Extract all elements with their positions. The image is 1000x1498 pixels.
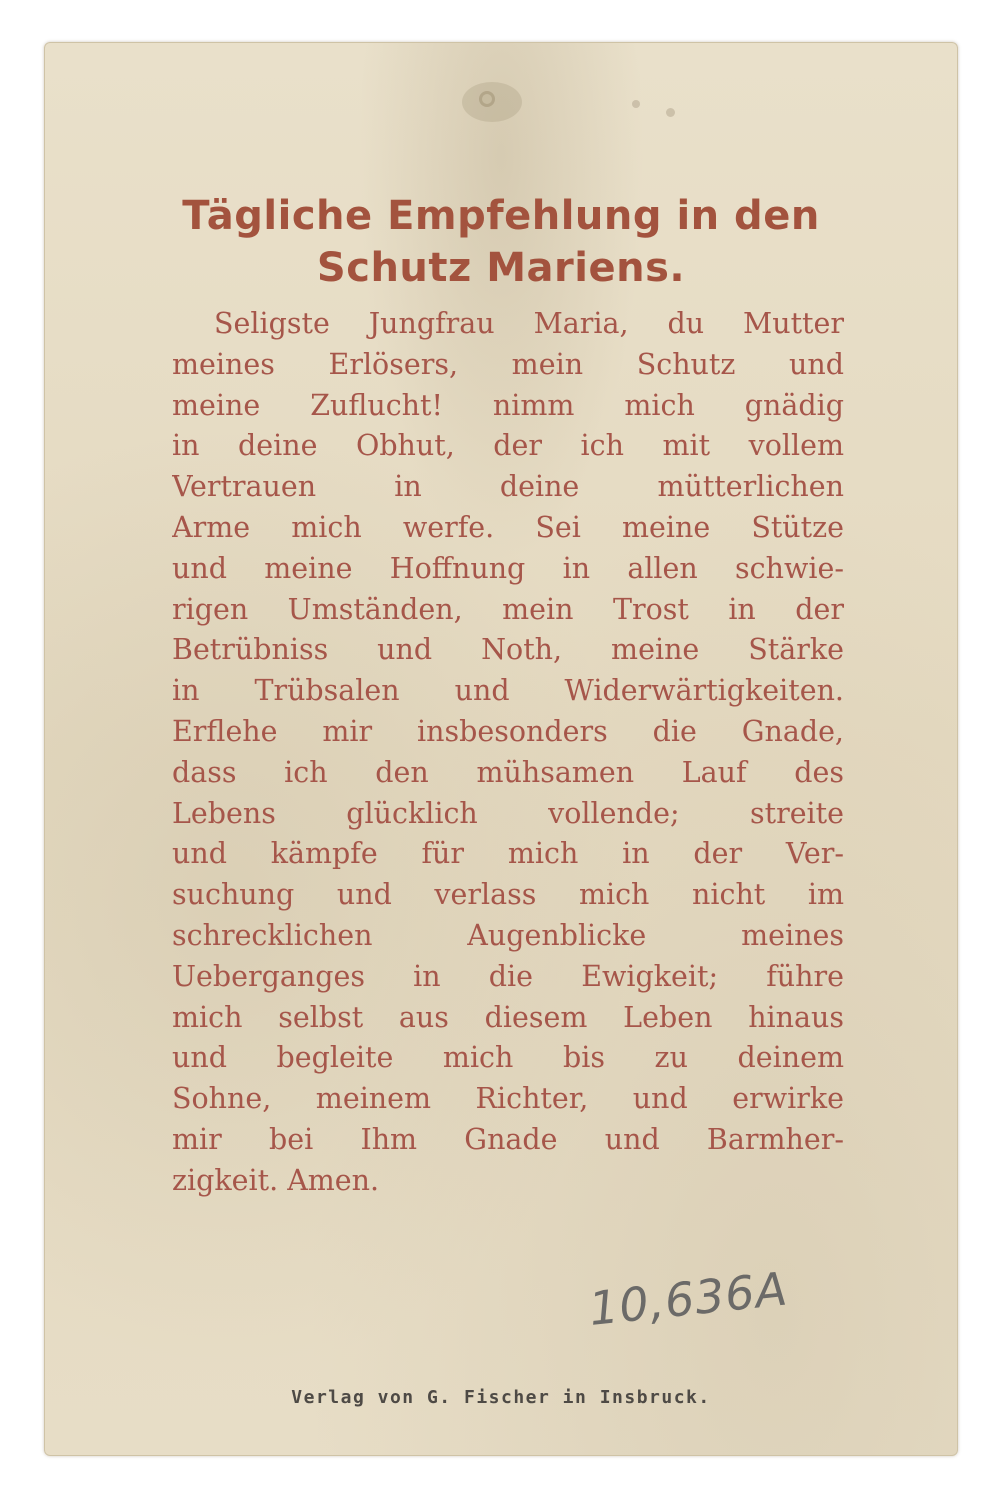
prayer-line: Erflehe mir insbesonders die Gnade, (172, 714, 844, 748)
prayer-title-line: Tägliche Empfehlung in den (182, 193, 820, 239)
prayer-line: mich selbst aus diesem Leben hinaus (172, 1000, 844, 1034)
prayer-line: und meine Hoffnung in allen schwie- (172, 551, 844, 585)
prayer-line: Seligste Jungfrau Maria, du Mutter (214, 307, 844, 340)
prayer-line: in Trübsalen und Widerwärtigkeiten. (172, 674, 844, 708)
prayer-line: dass ich den mühsamen Lauf des (172, 755, 844, 789)
handwritten-catalog-number: 10,636A (586, 1261, 791, 1336)
prayer-line: Lebens glücklich vollende; streite (172, 796, 844, 830)
prayer-line: schrecklichen Augenblicke meines (172, 918, 844, 952)
prayer-title-line: Schutz Mariens. (316, 245, 686, 291)
prayer-line: und kämpfe für mich in der Ver- (172, 837, 844, 871)
card-paper (44, 42, 958, 1456)
prayer-title (44, 190, 958, 294)
prayer-line: in deine Obhut, der ich mit vollem (172, 429, 844, 463)
prayer-line: Arme mich werfe. Sei meine Stütze (172, 510, 844, 544)
prayer-text (172, 304, 844, 1202)
prayer-line: und begleite mich bis zu deinem (172, 1041, 844, 1075)
prayer-line: rigen Umständen, mein Trost in der (172, 592, 844, 626)
prayer-line: mir bei Ihm Gnade und Barmher- (172, 1122, 844, 1156)
paper-stain (632, 100, 640, 108)
prayer-line: Betrübniss und Noth, meine Stärke (172, 633, 844, 667)
prayer-line: Sohne, meinem Richter, und erwirke (172, 1082, 844, 1116)
prayer-line: Vertrauen in deine mütterlichen (172, 470, 844, 504)
paper-stain (462, 82, 522, 122)
prayer-line: zigkeit. Amen. (172, 1163, 380, 1197)
prayer-line: suchung und verlass mich nicht im (172, 878, 844, 912)
prayer-line: meine Zuflucht! nimm mich gnädig (172, 388, 844, 422)
publisher-imprint: Verlag von G. Fischer in Insbruck. (291, 1387, 711, 1408)
prayer-line: Ueberganges in die Ewigkeit; führe (172, 959, 844, 993)
prayer-line: meines Erlösers, mein Schutz und (172, 347, 844, 381)
paper-stain (666, 108, 675, 117)
